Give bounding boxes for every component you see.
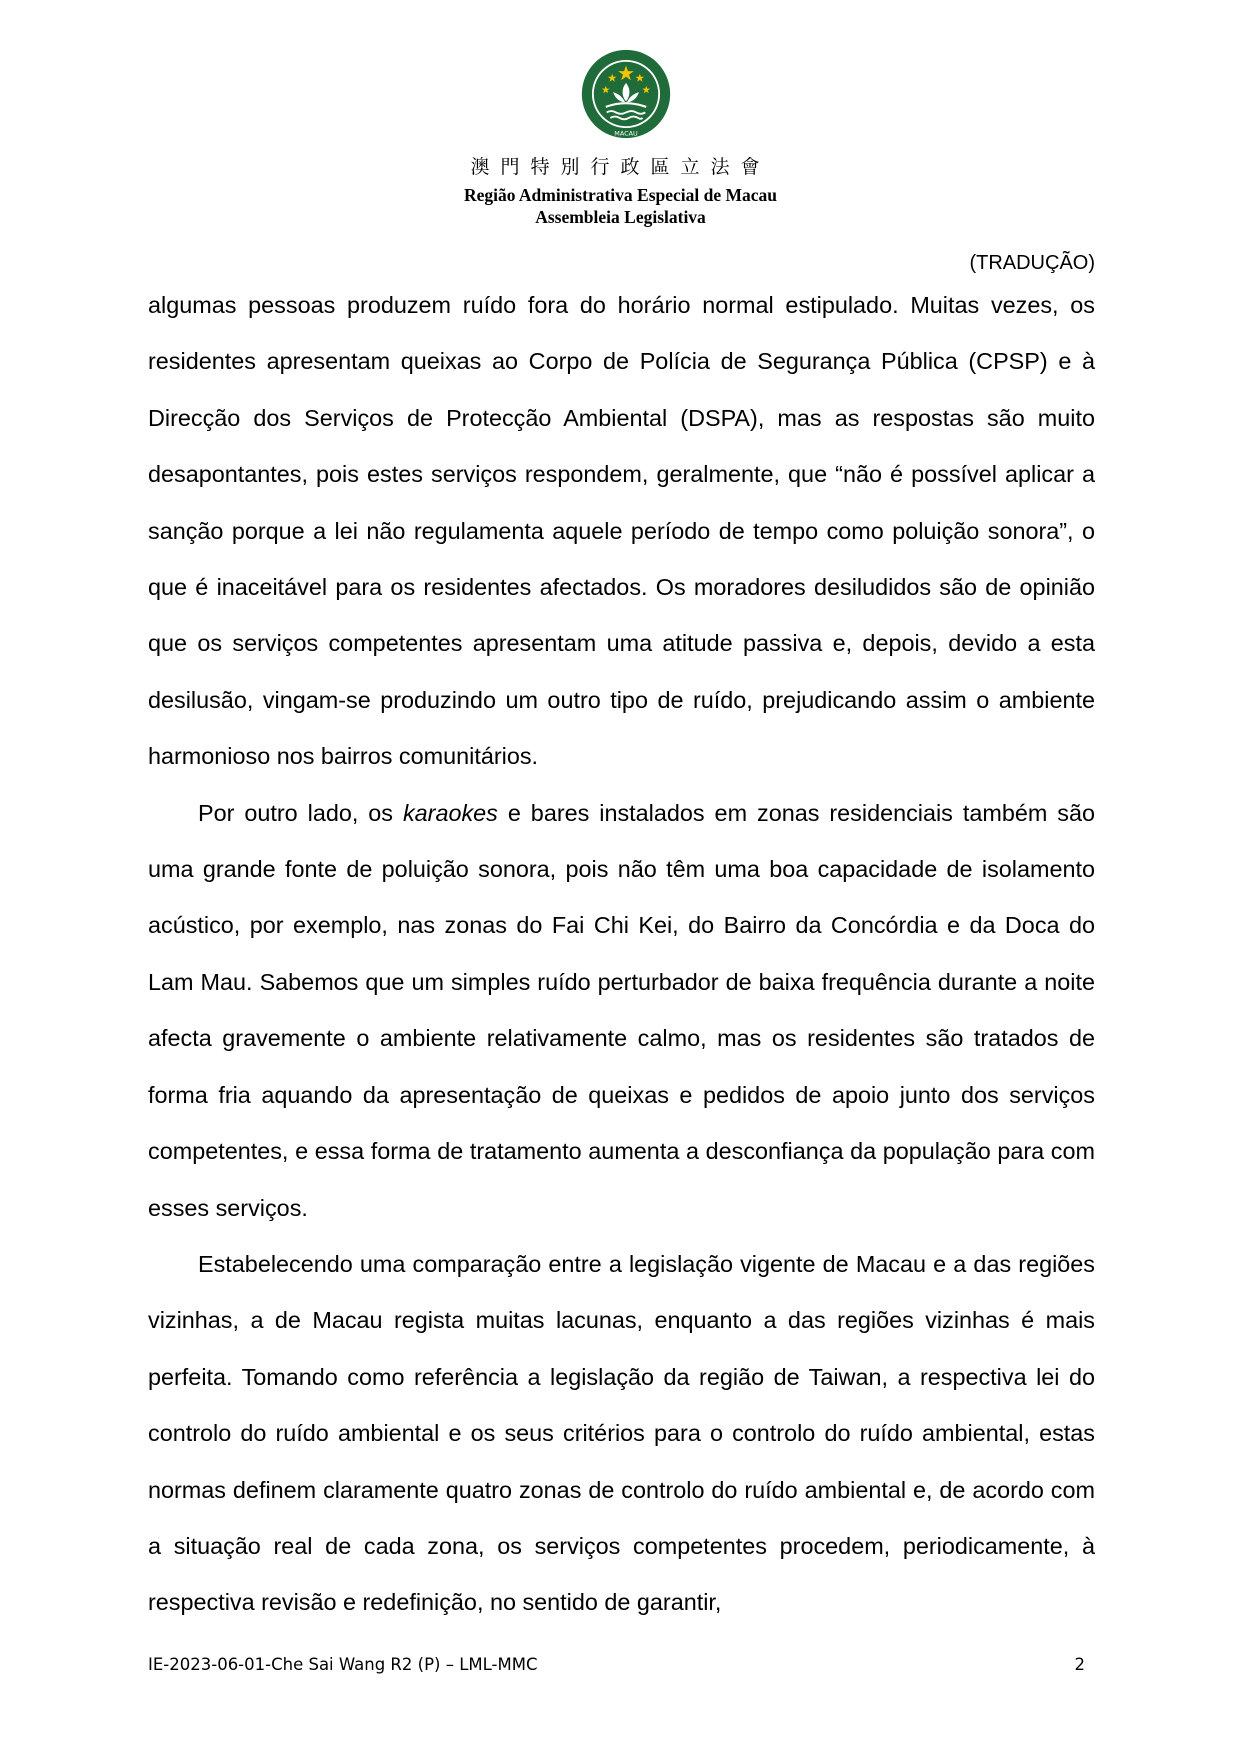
paragraph-text-rest: e bares instalados em zonas residenciais também são uma grande fonte de poluição sonora, pois não têm uma boa capacidade de isolamento acústico, por exemplo, nas zonas do Fai Chi Kei, do Bairro da Concórdia e da Doca do Lam Mau. Sabemos que um simples ruído perturbador de baixa frequência durante a noite afecta gravemente o ambiente relativamente calmo, mas os residentes são tratados de forma fria aquando da apresentação de queixas e pedidos de apoio junto dos serviços competentes, e essa forma de tratamento aumenta a desconfiança da população para com esses serviços. xyxy=(148,799,1095,1221)
paragraph-text-start: Por outro lado, os xyxy=(198,799,403,826)
macau-emblem-icon xyxy=(580,48,672,140)
paragraph-comparison: Estabelecendo uma comparação entre a legislação vigente de Macau e a das regiões vizinhas, a de Macau regista muitas lacunas, enquanto a das regiões vizinhas é mais perfeita. Tomando como referência a legislação da região de Taiwan, a respectiva lei do controlo do ruído ambiental e os seus critérios para o controlo do ruído ambiental, estas normas definem claramente quatro zonas de controlo do ruído ambiental e, de acordo com a situação real de cada zona, os serviços competentes procedem, periodicamente, à respectiva revisão e redefinição, no sentido de garantir, xyxy=(148,1250,1095,1616)
page-number: 2 xyxy=(1074,1655,1085,1674)
region-title: Região Administrativa Especial de Macau xyxy=(463,185,778,205)
svg-text:MACAU: MACAU xyxy=(614,129,638,138)
paragraph-karaokes xyxy=(148,785,1095,1236)
translation-label: (TRADUÇÃO) xyxy=(969,252,1095,274)
document-body xyxy=(148,277,1095,1631)
chinese-header-title: 澳門特別行政區立法會 xyxy=(470,156,771,178)
document-reference: IE-2023-06-01-Che Sai Wang R2 (P) – LML-MMC xyxy=(148,1655,538,1674)
assembly-title: Assembleia Legislativa xyxy=(535,207,706,227)
paragraph-continuation: algumas pessoas produzem ruído fora do horário normal estipulado. Muitas vezes, os residentes apresentam queixas ao Corpo de Polícia de Segurança Pública (CPSP) e à Direcção dos Serviços de Protecção Ambiental (DSPA), mas as respostas são muito desapontantes, pois estes serviços respondem, geralmente, que “não é possível aplicar a sanção porque a lei não regulamenta aquele período de tempo como poluição sonora”, o que é inaceitável para os residentes afectados. Os moradores desiludidos são de opinião que os serviços competentes apresentam uma atitude passiva e, depois, devido a esta desilusão, vingam-se produzindo um outro tipo de ruído, prejudicando assim o ambiente harmonioso nos bairros comunitários. xyxy=(148,292,1095,770)
italic-term: karaokes xyxy=(402,799,498,826)
